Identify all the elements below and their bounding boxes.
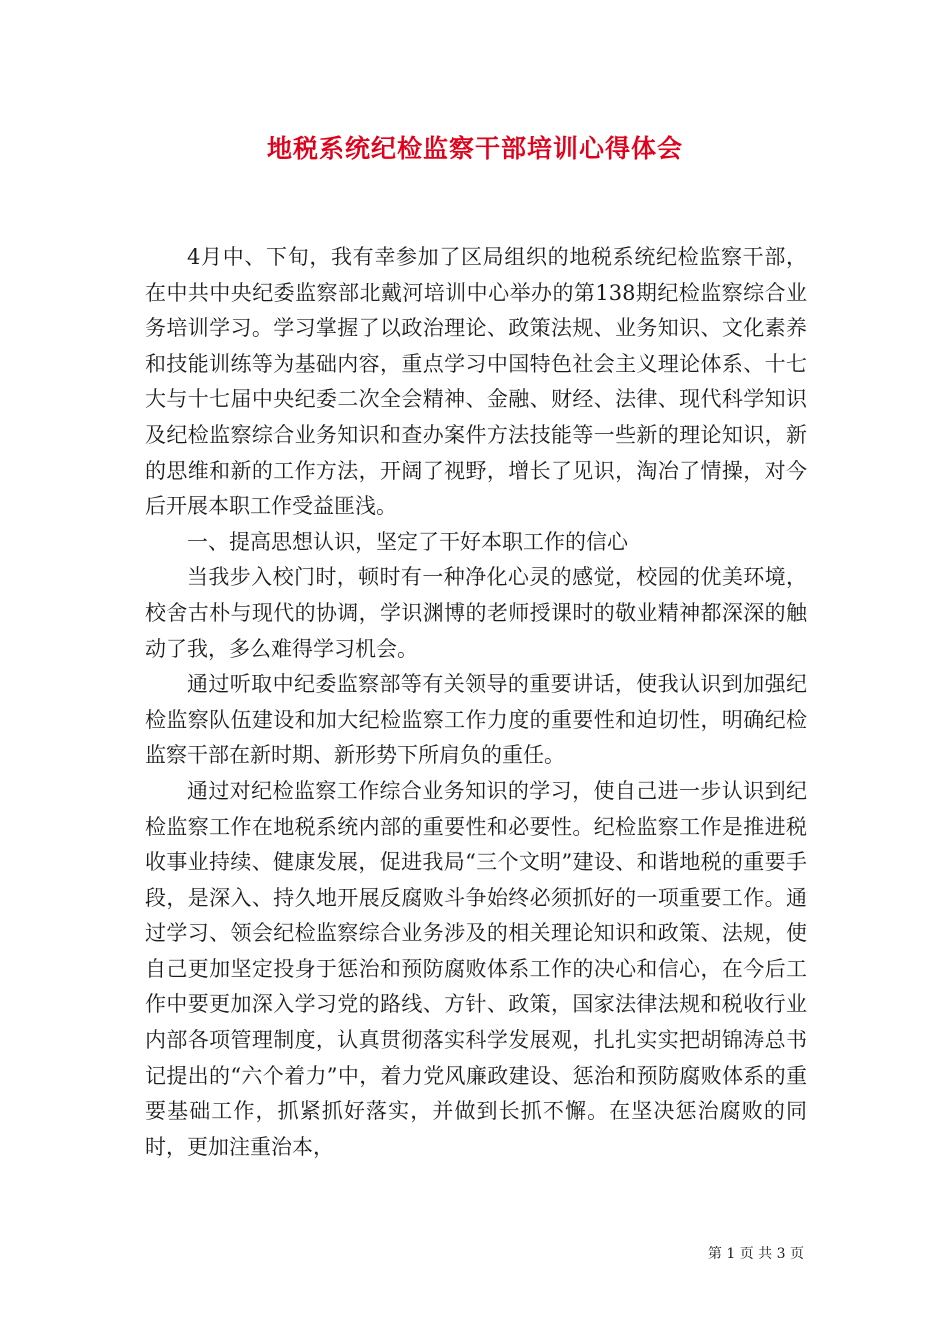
paragraph-intro: 4月中、下旬，我有幸参加了区局组织的地税系统纪检监察干部，在中共中央纪委监察部北戴河培训中心举办的第138期纪检监察综合业务培训学习。学习掌握了以政治理论、政策法规、业务知识、文化素养和技能训练等为基础内容，重点学习中国特色社会主义理论体系、十七大与十七届中央纪委二次全会精神、金融、财经、法律、现代科学知识及纪检监察综合业务知识和查办案件方法技能等一些新的理论知识，新的思维和新的工作方法，开阔了视野，增长了见识，淘冶了情操，对今后开展本职工作受益匪浅。 bbox=[145, 245, 807, 519]
section-heading-1: 一、提高思想认识，坚定了干好本职工作的信心 bbox=[187, 529, 628, 554]
paragraph: 通过听取中纪委监察部等有关领导的重要讲话，使我认识到加强纪检监察队伍建设和加大纪检监察工作力度的重要性和迫切性，明确纪检监察干部在新时期、新形势下所肩负的重任。 bbox=[145, 672, 807, 768]
paragraph: 通过对纪检监察工作综合业务知识的学习，使自己进一步认识到纪检监察工作在地税系统内部的重要性和必要性。纪检监察工作是推进税收事业持续、健康发展，促进我局“三个文明”建设、和谐地税的重要手段，是深入、持久地开展反腐败斗争始终必须抓好的一项重要工作。通过学习、领会纪检监察综合业务涉及的相关理论知识和政策、法规，使自己更加坚定投身于惩治和预防腐败体系工作的决心和信心，在今后工作中要更加深入学习党的路线、方针、政策，国家法律法规和税收行业内部各项管理制度，认真贯彻落实科学发展观，扎扎实实把胡锦涛总书记提出的“六个着力”中，着力党风廉政建设、惩治和预防腐败体系的重要基础工作，抓紧抓好落实，并做到长抓不懈。在坚决惩治腐败的同时，更加注重治本， bbox=[145, 778, 807, 1159]
document-body bbox=[145, 240, 807, 1165]
paragraph: 当我步入校门时，顿时有一种净化心灵的感觉，校园的优美环境，校舍古朴与现代的协调，学识渊博的老师授课时的敬业精神都深深的触动了我，多么难得学习机会。 bbox=[145, 565, 807, 661]
page-number: 第 1 页 共 3 页 bbox=[707, 1246, 804, 1262]
document-title: 地税系统纪检监察干部培训心得体会 bbox=[266, 134, 683, 163]
